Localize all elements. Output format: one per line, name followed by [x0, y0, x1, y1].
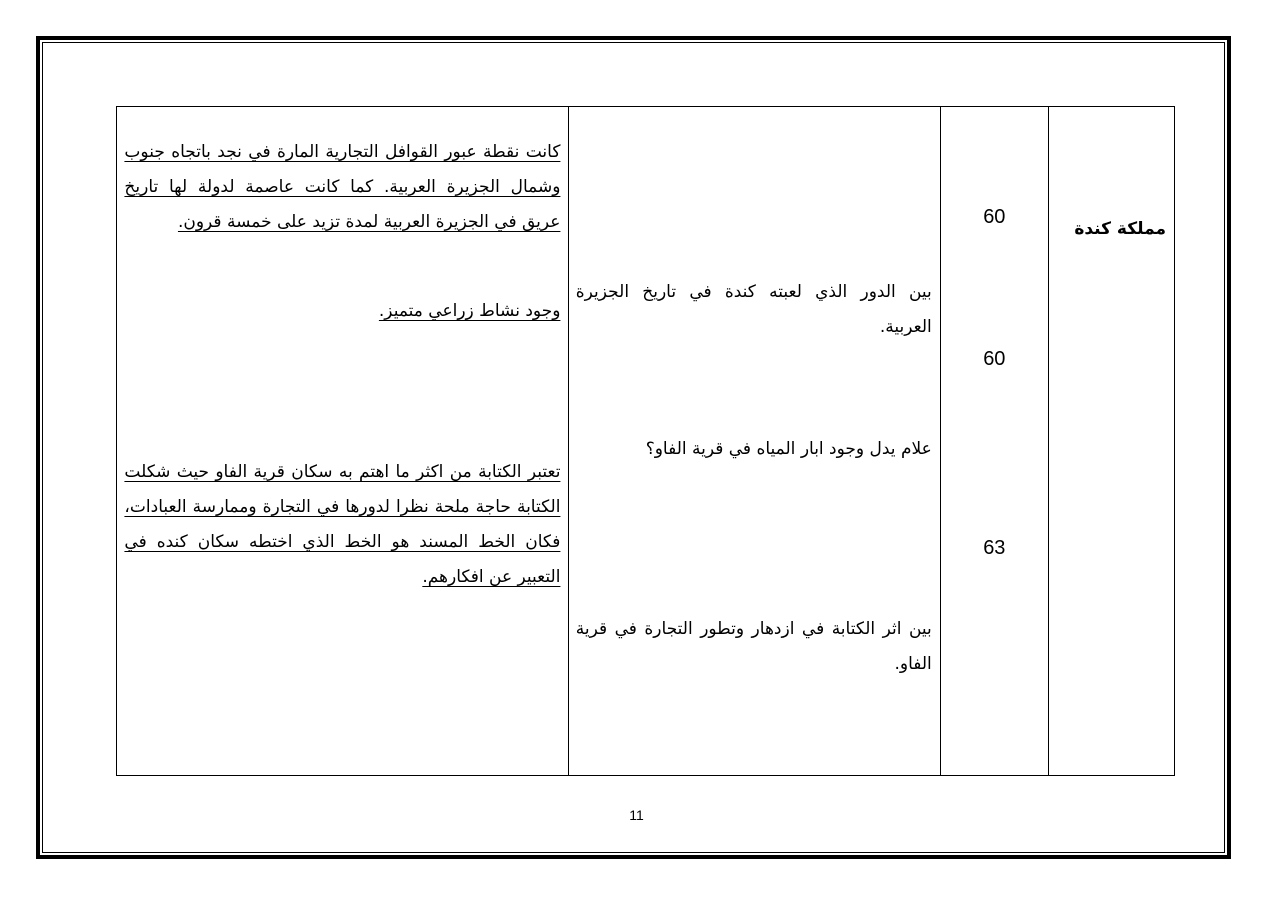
page-refs-cell — [940, 107, 1048, 776]
question-text: بين الدور الذي لعبته كندة في تاريخ الجزيرة العربية. — [575, 282, 932, 337]
topic-title: مملكة كندة — [1074, 219, 1166, 239]
answer-text: تعتبر الكتابة من اكثر ما اهتم به سكان قرية الفاو حيث شكلت الكتابة حاجة ملحة نظرا لدورها في التجارة وممارسة العبادات، فكان الخط المسند هو الخط الذي اختطه سكان كنده في التعبير عن افكارهم. — [124, 462, 561, 587]
page-reference: 60 — [983, 348, 1006, 370]
answers-cell — [117, 107, 569, 776]
answer-text: وجود نشاط زراعي متميز. — [378, 301, 561, 321]
questions-cell — [569, 107, 940, 776]
answer-text: كانت نقطة عبور القوافل التجارية المارة في نجد باتجاه جنوب وشمال الجزيرة العربية. كما كانت عاصمة لدولة لها تاريخ عريق في الجزيرة العربية لمدة تزيد على خمسة قرون. — [124, 142, 561, 232]
topic-cell — [1048, 107, 1174, 776]
footer-page-number: 11 — [629, 807, 644, 823]
question-text: علام يدل وجود ابار المياه في قرية الفاو؟ — [645, 439, 932, 459]
page-reference: 63 — [983, 537, 1006, 559]
page-reference: 60 — [983, 206, 1006, 228]
question-text: بين اثر الكتابة في ازدهار وتطور التجارة في قرية الفاو. — [575, 619, 932, 674]
study-table — [116, 106, 1175, 776]
table-row — [117, 107, 1175, 776]
